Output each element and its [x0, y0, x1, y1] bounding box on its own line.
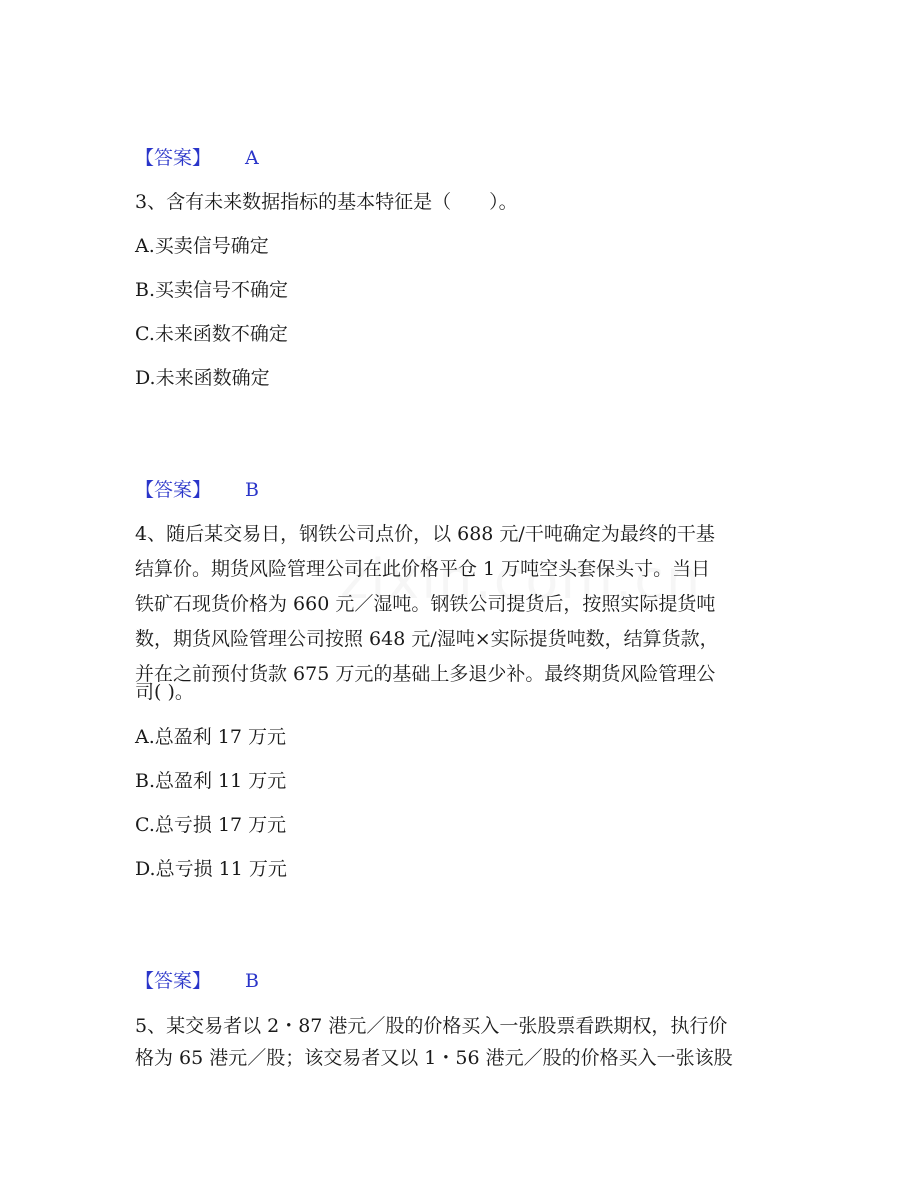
question-4-stem-line-5: 并在之前预付货款 675 万元的基础上多退少补。最终期货风险管理公 — [135, 663, 716, 685]
question-4-stem-line-6: 司( )。 — [135, 681, 194, 703]
question-5-stem-line-2: 格为 65 港元／股；该交易者又以 1・56 港元／股的价格买入一张该股 — [135, 1047, 733, 1069]
question-3-option-c: C.未来函数不确定 — [135, 323, 288, 345]
answer-letter: B — [245, 970, 259, 992]
answer-letter: A — [245, 147, 259, 169]
question-4-stem-line-1: 4、随后某交易日，钢铁公司点价，以 688 元/干吨确定为最终的干基 — [135, 523, 715, 545]
question-5-stem-line-1: 5、某交易者以 2・87 港元／股的价格买入一张股票看跌期权，执行价 — [135, 1015, 728, 1037]
question-4-stem-line-4: 数，期货风险管理公司按照 648 元/湿吨×实际提货吨数，结算货款， — [135, 628, 719, 650]
answer-label: 【答案】 — [135, 479, 212, 501]
question-4-stem-line-3: 铁矿石现货价格为 660 元／湿吨。钢铁公司提货后，按照实际提货吨 — [135, 593, 716, 615]
question-4-option-b: B.总盈利 11 万元 — [135, 770, 287, 792]
answer-label: 【答案】 — [135, 970, 212, 992]
answer-letter: B — [245, 479, 259, 501]
answer-line — [135, 146, 259, 170]
question-3-option-b: B.买卖信号不确定 — [135, 279, 289, 301]
question-4-option-a: A.总盈利 17 万元 — [135, 726, 287, 748]
question-3-option-d: D.未来函数确定 — [135, 367, 270, 389]
question-3-option-a: A.买卖信号确定 — [135, 235, 269, 257]
answer-line — [135, 969, 259, 993]
answer-line — [135, 478, 259, 502]
question-3-stem: 3、含有未来数据指标的基本特征是（ ）。 — [135, 191, 518, 213]
question-4-stem-line-2: 结算价。期货风险管理公司在此价格平仓 1 万吨空头套保头寸。当日 — [135, 558, 711, 580]
answer-label: 【答案】 — [135, 147, 212, 169]
question-4-option-d: D.总亏损 11 万元 — [135, 858, 287, 880]
question-4-option-c: C.总亏损 17 万元 — [135, 814, 287, 836]
